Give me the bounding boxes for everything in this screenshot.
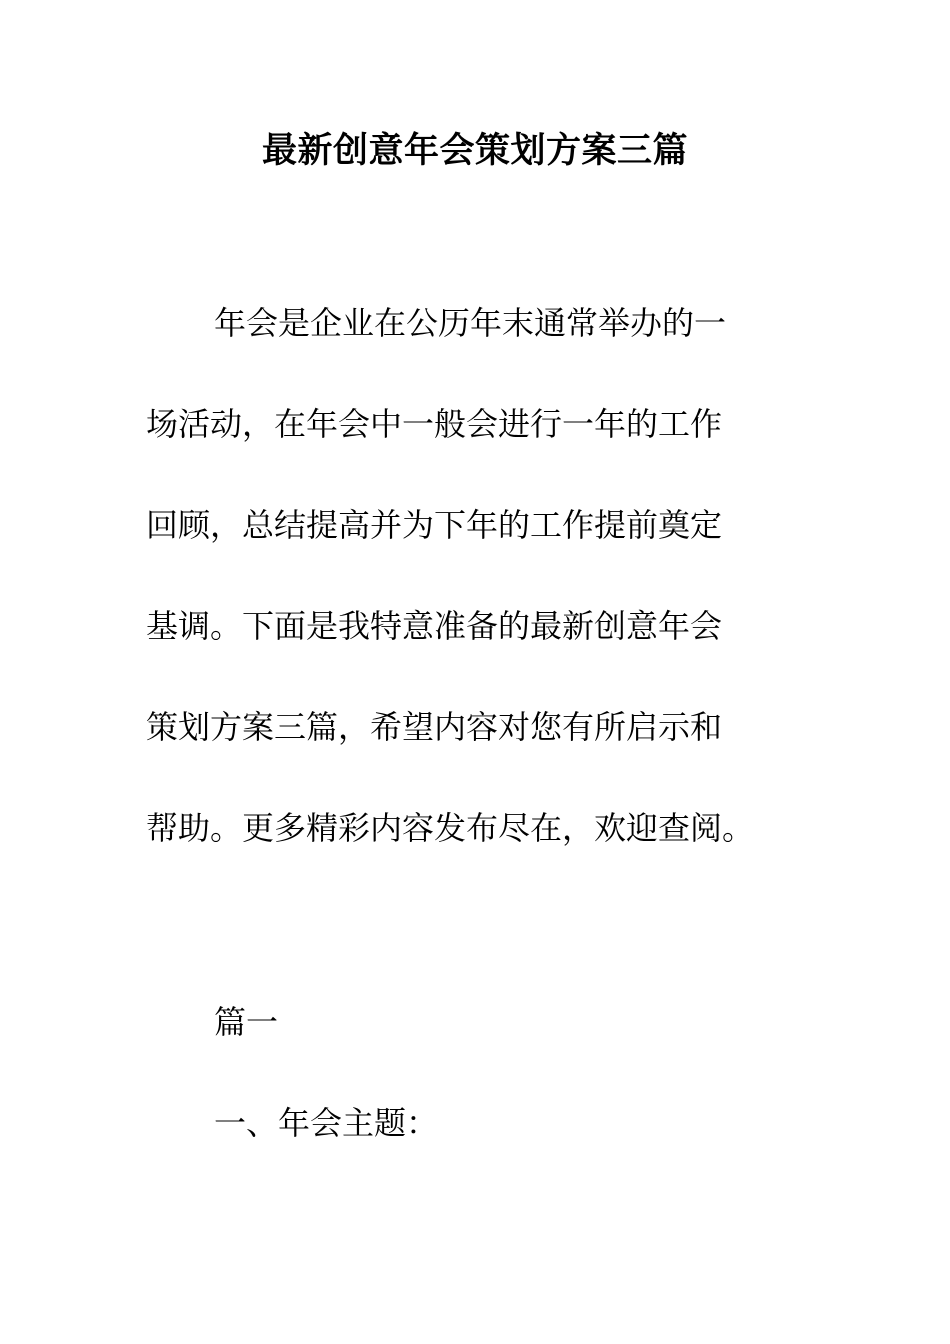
- section-heading: 一、年会主题：: [214, 1104, 439, 1142]
- paragraph-line: 回顾，总结提高并为下年的工作提前奠定: [146, 506, 723, 544]
- paragraph-line: 年会是企业在公历年末通常举办的一: [214, 304, 727, 342]
- paragraph-line: 基调。下面是我特意准备的最新创意年会: [146, 607, 723, 645]
- paragraph-line: 帮助。更多精彩内容发布尽在，欢迎查阅。: [146, 809, 755, 847]
- document-title: 最新创意年会策划方案三篇: [261, 130, 688, 171]
- paragraph-line: 策划方案三篇，希望内容对您有所启示和: [146, 708, 723, 746]
- paragraph-line: 场活动，在年会中一般会进行一年的工作: [146, 405, 723, 443]
- section-label: 篇一: [214, 1003, 279, 1041]
